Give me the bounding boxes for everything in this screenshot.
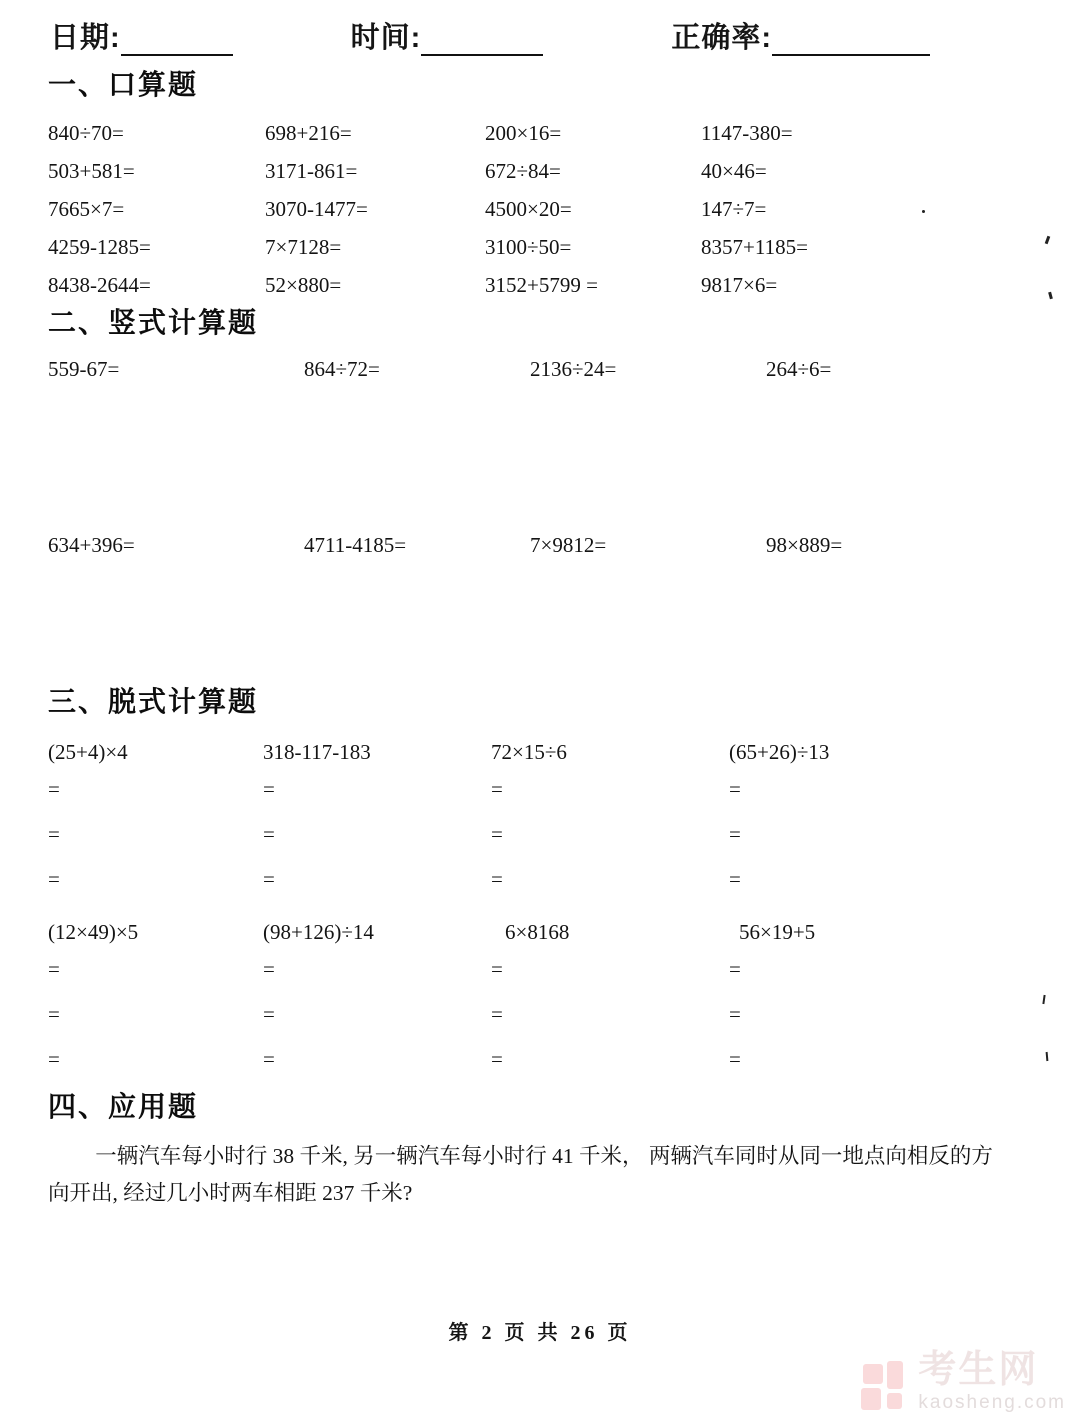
stepwise-cell — [263, 917, 491, 1082]
vertical-problem: 2136÷24= — [530, 356, 617, 381]
section-title-vertical: 二、竖式计算题 — [48, 307, 259, 338]
equals-line: = — [491, 1002, 503, 1026]
equals-line: = — [48, 822, 60, 846]
word-problem — [48, 1138, 1040, 1212]
stepwise-group-2 — [48, 917, 1080, 1082]
word-problem-line-1: 一辆汽车每小时行 38 千米, 另一辆汽车每小时行 41 千米， 两辆汽车同时从同一地点向相反的方 — [95, 1144, 993, 1168]
header-meta-row — [50, 0, 1080, 56]
oral-problem: 3100÷50= — [485, 234, 572, 259]
oral-problem: 4500×20= — [485, 196, 572, 221]
oral-problem: 4259-1285= — [48, 234, 151, 259]
equals-line: = — [491, 777, 503, 801]
oral-problems-grid — [48, 114, 1080, 304]
vertical-problem: 634+396= — [48, 532, 135, 557]
equals-line: = — [729, 822, 741, 846]
stepwise-problem: (12×49)×5 — [48, 920, 139, 944]
accuracy-label: 正确率: — [671, 22, 773, 54]
oral-problem: 40×46= — [701, 158, 767, 183]
stepwise-cell — [729, 917, 1080, 1082]
equals-line: = — [491, 1047, 503, 1071]
kaosheng-logo-icon — [860, 1358, 908, 1410]
equals-line: = — [729, 957, 741, 981]
watermark-domain: kaosheng.com — [918, 1392, 1066, 1413]
vertical-problem: 559-67= — [48, 356, 120, 381]
equals-line: = — [729, 1002, 741, 1026]
section-title-word: 四、应用题 — [48, 1091, 199, 1122]
oral-problem: 698+216= — [265, 120, 352, 145]
section-title-stepwise: 三、脱式计算题 — [48, 686, 259, 717]
equals-line: = — [48, 1047, 60, 1071]
equals-line: = — [48, 867, 60, 891]
equals-line: = — [263, 822, 275, 846]
oral-problem: 503+581= — [48, 158, 135, 183]
stepwise-problem: 72×15÷6 — [491, 740, 567, 764]
stepwise-problem: 6×8168 — [505, 920, 570, 944]
watermark-text — [918, 1350, 1066, 1414]
equals-line: = — [263, 867, 275, 891]
stepwise-problem: (25+4)×4 — [48, 740, 128, 764]
vertical-row-2 — [48, 530, 1080, 560]
equals-line: = — [263, 1002, 275, 1026]
page-number: 第 2 页 共 26 页 — [448, 1322, 632, 1344]
vertical-problem: 7×9812= — [530, 532, 607, 557]
oral-problem: 147÷7= — [701, 196, 767, 221]
equals-line: = — [491, 867, 503, 891]
oral-problem: 1147-380= — [701, 120, 793, 145]
vertical-row-1 — [48, 354, 1080, 384]
time-blank-line — [421, 26, 543, 56]
vertical-problem: 264÷6= — [766, 356, 832, 381]
section-title-oral: 一、口算题 — [48, 69, 199, 100]
stepwise-cell — [729, 737, 1080, 902]
oral-problem: 7665×7= — [48, 196, 125, 221]
oral-problem: 200×16= — [485, 120, 562, 145]
stepwise-problem: (65+26)÷13 — [729, 740, 830, 764]
word-problem-line-2: 向开出, 经过几小时两车相距 237 千米? — [48, 1181, 413, 1205]
equals-line: = — [729, 867, 741, 891]
equals-line: = — [48, 957, 60, 981]
watermark-brand: 考生网 — [918, 1349, 1039, 1391]
oral-problem: 9817×6= — [701, 272, 778, 297]
stepwise-cell — [48, 917, 263, 1082]
oral-problem: 672÷84= — [485, 158, 561, 183]
equals-line: = — [48, 1002, 60, 1026]
equals-line: = — [491, 822, 503, 846]
date-label: 日期: — [50, 22, 121, 54]
oral-problem: 3171-861= — [265, 158, 358, 183]
oral-problem: 3152+5799 = — [485, 272, 598, 297]
equals-line: = — [729, 777, 741, 801]
oral-problem: 52×880= — [265, 272, 342, 297]
time-label: 时间: — [350, 22, 422, 54]
oral-problem: 8357+1185= — [701, 234, 808, 259]
time-field — [351, 15, 544, 56]
equals-line: = — [48, 777, 60, 801]
oral-problem: 7×7128= — [265, 234, 342, 259]
scan-artifact — [922, 210, 925, 213]
vertical-problem: 98×889= — [766, 532, 843, 557]
accuracy-blank-line — [772, 26, 930, 56]
equals-line: = — [729, 1047, 741, 1071]
equals-line: = — [263, 777, 275, 801]
oral-problem: 3070-1477= — [265, 196, 368, 221]
vertical-problem: 864÷72= — [304, 356, 380, 381]
vertical-problem: 4711-4185= — [304, 532, 407, 557]
stepwise-problem: 56×19+5 — [739, 920, 816, 944]
equals-line: = — [263, 957, 275, 981]
stepwise-problem: 318-117-183 — [263, 740, 371, 764]
kaosheng-watermark — [860, 1350, 1066, 1414]
equals-line: = — [491, 957, 503, 981]
stepwise-cell — [48, 737, 263, 902]
date-field — [50, 15, 233, 56]
oral-problem: 840÷70= — [48, 120, 124, 145]
stepwise-group-1 — [48, 737, 1080, 902]
date-blank-line — [121, 26, 233, 56]
oral-problem: 8438-2644= — [48, 272, 151, 297]
stepwise-cell — [491, 737, 729, 902]
accuracy-field — [671, 15, 930, 56]
equals-line: = — [263, 1047, 275, 1071]
stepwise-cell — [263, 737, 491, 902]
stepwise-problem: (98+126)÷14 — [263, 920, 374, 944]
stepwise-cell — [491, 917, 729, 1082]
